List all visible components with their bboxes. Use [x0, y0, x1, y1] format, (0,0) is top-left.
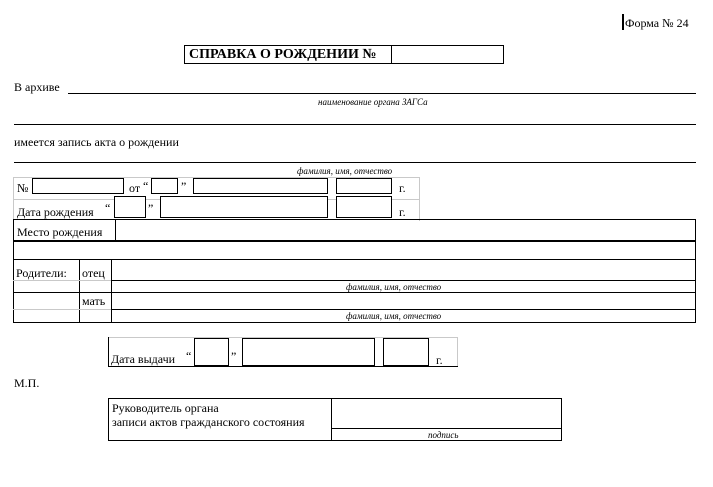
- archive-field[interactable]: [68, 93, 696, 94]
- act-year-suffix: г.: [399, 181, 406, 195]
- birth-year-suffix: г.: [399, 205, 406, 219]
- birth-date-quote-open: “: [105, 201, 111, 215]
- act-day-field[interactable]: [151, 178, 178, 194]
- mother-label: мать: [82, 294, 106, 308]
- birth-place-line2-left: [13, 241, 14, 259]
- act-quote-close: ”: [181, 179, 187, 193]
- birth-day-field[interactable]: [114, 196, 146, 218]
- parents-grid-1: [13, 280, 111, 281]
- issue-date-quote-close: ”: [231, 349, 237, 363]
- parents-divider-1: [79, 259, 80, 323]
- birth-date-quote-close: ”: [148, 201, 154, 215]
- act-month-field[interactable]: [193, 178, 328, 194]
- archive-label: В архиве: [14, 80, 60, 94]
- certificate-number-field[interactable]: [391, 45, 504, 64]
- parents-grid-2: [13, 309, 111, 310]
- birth-place-field[interactable]: [116, 220, 695, 240]
- father-field-line: [111, 280, 696, 281]
- record-label: имеется запись акта о рождении: [14, 135, 179, 149]
- page-title: СПРАВКА О РОЖДЕНИИ №: [189, 47, 377, 62]
- mother-name-field[interactable]: [112, 293, 695, 308]
- seal-label: М.П.: [14, 376, 40, 390]
- record-caption: фамилия, имя, отчество: [297, 166, 393, 176]
- signature-line: [331, 428, 562, 429]
- birth-month-field[interactable]: [160, 196, 328, 218]
- issue-date-frame-left: [108, 337, 109, 367]
- issue-date-quote-open: “: [186, 349, 192, 363]
- issue-year-suffix: г.: [436, 353, 443, 367]
- issue-year-field[interactable]: [383, 338, 429, 366]
- signature-role-line1: Руководитель органа: [112, 401, 219, 415]
- issue-date-label: Дата выдачи: [111, 352, 176, 366]
- issue-month-field[interactable]: [242, 338, 375, 366]
- form-number: Форма № 24: [625, 16, 689, 30]
- birth-place-line2-right: [695, 241, 696, 259]
- record-name-field[interactable]: [14, 162, 696, 163]
- birth-place-field-line2: [13, 241, 696, 242]
- archive-caption: наименование органа ЗАГСа: [318, 97, 428, 107]
- issue-day-field[interactable]: [194, 338, 229, 366]
- father-name-field[interactable]: [112, 260, 695, 279]
- signature-field[interactable]: [332, 399, 561, 427]
- form-number-marker: [622, 14, 624, 30]
- act-from-label: от: [129, 181, 141, 195]
- parents-label: Родители:: [16, 266, 67, 280]
- birth-date-label: Дата рождения: [17, 205, 94, 219]
- father-label: отец: [82, 266, 105, 280]
- signature-role-line2: записи актов гражданского состояния: [112, 415, 305, 429]
- act-quote-open: “: [143, 179, 149, 193]
- father-caption: фамилия, имя, отчество: [346, 282, 442, 292]
- archive-field-line2[interactable]: [14, 124, 696, 125]
- issue-date-frame-bottom: [108, 366, 458, 367]
- act-number-label: №: [17, 181, 29, 195]
- mother-caption: фамилия, имя, отчество: [346, 311, 442, 321]
- signature-caption: подпись: [428, 430, 459, 440]
- act-number-field[interactable]: [32, 178, 124, 194]
- mother-field-line: [111, 309, 696, 310]
- birth-place-label: Место рождения: [17, 225, 103, 239]
- act-year-field[interactable]: [336, 178, 392, 194]
- birth-year-field[interactable]: [336, 196, 392, 218]
